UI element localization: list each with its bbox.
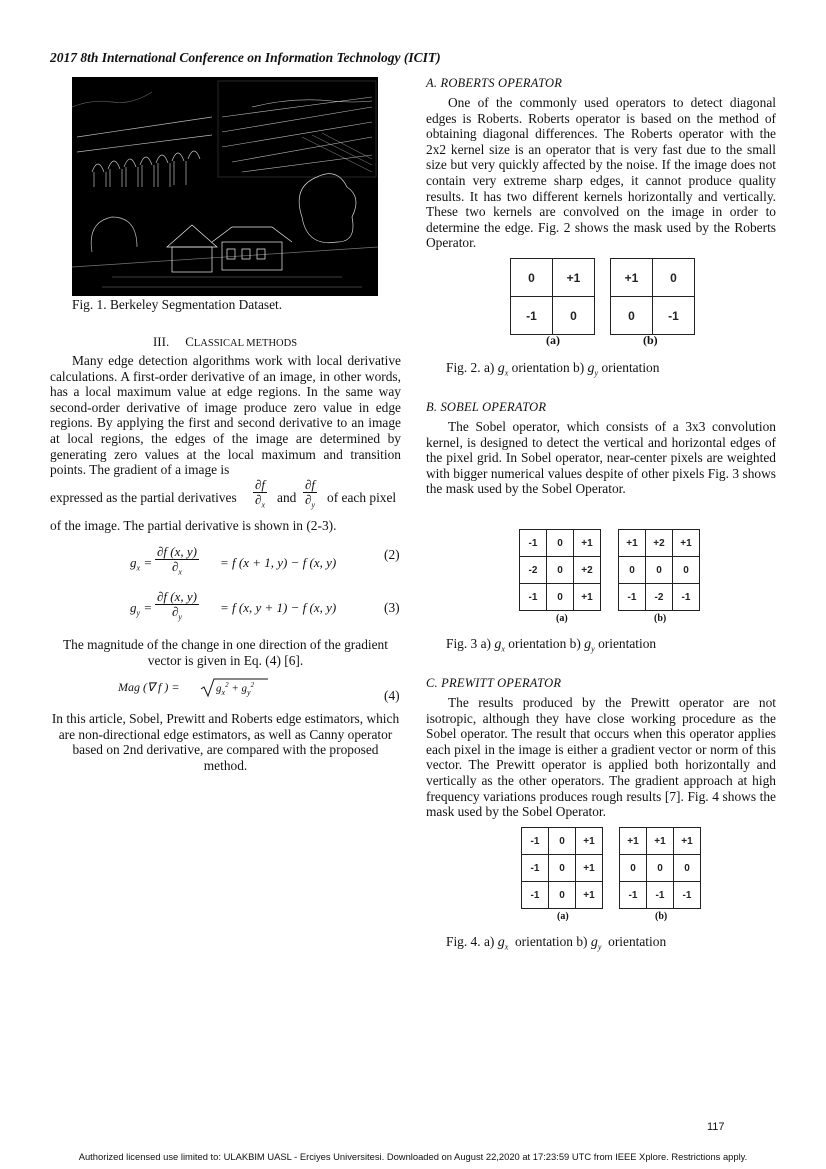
roberts-mask-b — [610, 258, 695, 335]
mask-cell: 0 — [547, 557, 574, 584]
eq3-number: (3) — [384, 600, 400, 615]
mask-cell: +1 — [576, 855, 603, 882]
prewitt-caption: Fig. 4. a) $g_x$ orientation b) $g_y$ orientation — [446, 934, 667, 952]
mask-cell: 0 — [619, 557, 646, 584]
mask-cell: 0 — [547, 530, 574, 557]
mask-cell: +1 — [576, 828, 603, 855]
eq3-lhs: $g_y$ = — [130, 600, 153, 618]
mask-cell: +1 — [574, 584, 601, 611]
eq3-rhs: = f (x, y + 1) − f (x, y) — [220, 600, 337, 615]
mask-cell: -1 — [522, 882, 549, 909]
paragraph-derivatives: Many edge detection algorithms work with local derivative calculations. A first-order derivative of an image, in other words, has a local maximum value at edge regions. In the same way second-order derivative of image produce zero value in edge regions. By applying the first and second derivative to an image at local regions, the edges of the image are determined by generating zero values at the local maximum and transition points. The gradient of a image is — [50, 353, 401, 478]
mask-cell: 0 — [549, 828, 576, 855]
partial-x-den: $\partial_x$ — [255, 492, 266, 510]
sobel-label-b: (b) — [654, 613, 667, 624]
mask-cell: 0 — [620, 855, 647, 882]
mask-cell: 0 — [673, 557, 700, 584]
partial-y-fraction — [303, 478, 317, 513]
mask-cell: +1 — [647, 828, 674, 855]
mask-cell: 0 — [653, 259, 695, 297]
mask-cell: -1 — [511, 297, 553, 335]
mask-cell: +1 — [611, 259, 653, 297]
mask-cell: -1 — [674, 882, 701, 909]
eq4-lhs: Mag (∇ f ) = — [118, 680, 180, 694]
paragraph-derivatives-end: of the image. The partial derivative is shown in (2-3). — [50, 518, 337, 533]
expr-prefix: expressed as the partial derivatives — [50, 490, 237, 505]
mask-cell: +1 — [620, 828, 647, 855]
mask-cell: 0 — [511, 259, 553, 297]
sobel-text: The Sobel operator, which consists of a 3x3 convolution kernel, is designed to detect the vertical and horizontal edges of the pixel grid. In Sobel operator, near-center pixels are weighted with bigger numerical values despite of other pixels Fig. 3 shows the mask used by the Sobel Operator. — [426, 419, 776, 497]
sobel-mask-a — [519, 529, 601, 611]
equation-3 — [130, 590, 400, 630]
section-number: III. — [152, 334, 170, 349]
partial-x-fraction — [253, 478, 267, 513]
equation-4 — [118, 678, 400, 708]
edge-map-graphic — [72, 77, 378, 296]
eq2-lhs: $g_x$ = — [130, 555, 153, 573]
section-heading — [50, 333, 400, 351]
mask-cell: 0 — [549, 882, 576, 909]
mask-cell: 0 — [547, 584, 574, 611]
mask-cell: -1 — [522, 855, 549, 882]
sobel-caption: Fig. 3 a) $g_x$ orientation b) $g_y$ orientation — [446, 636, 657, 654]
roberts-text: One of the commonly used operators to detect diagonal edges is Roberts. Roberts operator is based on the method of obtaining diagonal differences. The Roberts operator with the 2x2 kernel size is an operator that is very fast due to the small size but very quickly affected by the noise. If the image does not contain very extreme sharp edges, it cannot produce quality results. It has two different kernels horizontally and vertically. These two kernels are convolved on the image in order to determine the edge. Fig. 2 shows the mask used by the Roberts Operator. — [426, 95, 776, 251]
roberts-mask-a — [510, 258, 595, 335]
eq2-number: (2) — [384, 547, 400, 562]
license-footer: Authorized licensed use limited to: ULAKBIM UASL - Erciyes Universitesi. Downloaded on August 22,2020 at 17:23:59 UTC from IEEE Xplore. Restrictions apply. — [78, 1151, 748, 1162]
mask-cell: -1 — [653, 297, 695, 335]
mask-cell: 0 — [646, 557, 673, 584]
mask-cell: -2 — [520, 557, 547, 584]
mask-cell: +1 — [553, 259, 595, 297]
roberts-label-a: (a) — [546, 333, 560, 347]
eq2-rhs: = f (x + 1, y) − f (x, y) — [220, 555, 337, 570]
eq4-number: (4) — [384, 688, 400, 703]
prewitt-heading: C. PREWITT OPERATOR — [426, 676, 562, 690]
figure-1-image — [72, 77, 378, 296]
eq2-fraction: $\frac{\partial f (x, y)}{\partial_x}$ — [157, 544, 197, 577]
mask-cell: -1 — [673, 584, 700, 611]
mask-cell: -1 — [522, 828, 549, 855]
mask-cell: +2 — [574, 557, 601, 584]
mask-cell: +2 — [646, 530, 673, 557]
mask-cell: -1 — [647, 882, 674, 909]
expr-and: and — [277, 490, 297, 505]
mask-cell: -1 — [620, 882, 647, 909]
sobel-label-a: (a) — [556, 613, 568, 624]
mask-cell: +1 — [673, 530, 700, 557]
sobel-heading: B. SOBEL OPERATOR — [426, 400, 547, 414]
mask-cell: 0 — [611, 297, 653, 335]
mask-cell: -2 — [646, 584, 673, 611]
roberts-caption: Fig. 2. a) $g_x$ orientation b) $g_y$ orientation — [446, 360, 660, 378]
mask-cell: +1 — [576, 882, 603, 909]
mask-cell: +1 — [574, 530, 601, 557]
conference-header: 2017 8th International Conference on Information Technology (ICIT) — [50, 50, 441, 65]
partial-y-num: ∂f — [305, 477, 316, 492]
figure-1-caption: Fig. 1. Berkeley Segmentation Dataset. — [72, 297, 283, 312]
roberts-heading: A. ROBERTS OPERATOR — [426, 76, 563, 90]
mask-cell: 0 — [647, 855, 674, 882]
eq4-radicand: $g_x^2 + g_y^2$ — [216, 681, 255, 697]
prewitt-mask-b — [619, 827, 701, 909]
prewitt-text: The results produced by the Prewitt operator are not isotropic, although they have close working procedure as the Sobel operator. The result that occurs when this operator applies each pixel in the image is either a gradient vector or norm of this vector. The Prewitt operator is applied both horizontally and vertically as the other operators. The gradient approach at high frequency variations produces rough results [7]. Fig. 4 shows the mask used by the Sobel Operator. — [426, 695, 776, 820]
page-number: 117 — [707, 1121, 725, 1133]
mask-cell: +1 — [619, 530, 646, 557]
section-title-initial: C — [185, 334, 194, 349]
paragraph-magnitude: The magnitude of the change in one direction of the gradient vector is given in Eq. (4) [6]. — [63, 637, 388, 668]
eq3-fraction: $\frac{\partial f (x, y)}{\partial_y}$ — [157, 589, 197, 622]
mask-cell: +1 — [674, 828, 701, 855]
prewitt-mask-a — [521, 827, 603, 909]
expr-suffix: of each pixel — [327, 490, 397, 505]
mask-cell: -1 — [619, 584, 646, 611]
prewitt-label-b: (b) — [655, 911, 668, 922]
partial-y-den: $\partial_y$ — [305, 492, 316, 510]
mask-cell: 0 — [549, 855, 576, 882]
mask-cell: -1 — [520, 530, 547, 557]
mask-cell: 0 — [674, 855, 701, 882]
sobel-mask-b — [618, 529, 700, 611]
roberts-label-b: (b) — [643, 333, 658, 347]
paragraph-comparison: In this article, Sobel, Prewitt and Roberts edge estimators, which are non-directional edge estimators, as well as Canny operator based on 2nd derivative, are compared with the proposed method. — [51, 711, 400, 773]
mask-cell: -1 — [520, 584, 547, 611]
mask-cell: 0 — [553, 297, 595, 335]
prewitt-label-a: (a) — [557, 911, 569, 922]
section-title-rest: LASSICAL METHODS — [193, 338, 298, 349]
partial-x-num: ∂f — [255, 477, 266, 492]
equation-2 — [130, 545, 400, 585]
partial-expression-line — [50, 478, 401, 518]
